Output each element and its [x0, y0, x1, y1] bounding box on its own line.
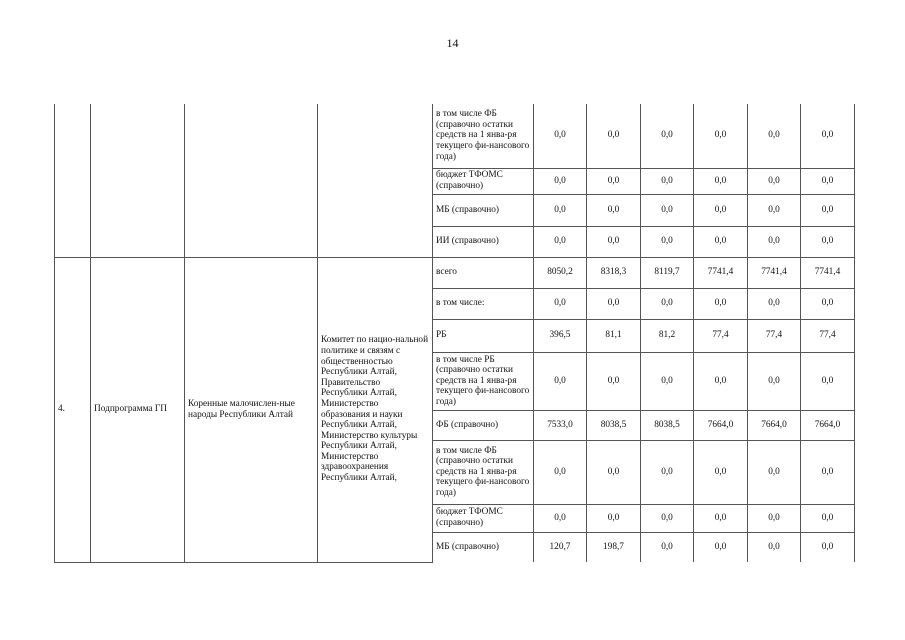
- value-cell: 0,0: [694, 532, 748, 562]
- value-cell: 0,0: [801, 194, 855, 226]
- section-executor: Комитет по нацио-нальной политике и связям с общественностью Республики Алтай, Правительство Республики Алтай, Министерство образования и науки Республики Алтай, Министерство культуры Республики Алтай, Министерство здравоохранения Республики Алтай,: [318, 257, 433, 562]
- value-cell: 0,0: [587, 104, 641, 168]
- row-label: в том числе:: [433, 288, 534, 319]
- table-row: [55, 257, 855, 288]
- value-cell: 7741,4: [694, 257, 748, 288]
- row-label: РБ: [433, 319, 534, 352]
- row-label: бюджет ТФОМС (справочно): [433, 168, 534, 194]
- budget-table: [54, 104, 855, 563]
- value-cell: 77,4: [801, 319, 855, 352]
- value-cell: 0,0: [641, 352, 694, 410]
- value-cell: 0,0: [641, 504, 694, 532]
- value-cell: 0,0: [748, 504, 801, 532]
- value-cell: 8318,3: [587, 257, 641, 288]
- table-body: [55, 104, 855, 562]
- value-cell: 0,0: [587, 168, 641, 194]
- value-cell: 0,0: [694, 504, 748, 532]
- row-label: МБ (справочно): [433, 532, 534, 562]
- row-label: МБ (справочно): [433, 194, 534, 226]
- value-cell: 0,0: [801, 504, 855, 532]
- value-cell: 81,1: [587, 319, 641, 352]
- page-number: 14: [446, 36, 459, 50]
- value-cell: 0,0: [641, 532, 694, 562]
- executor-cell: [318, 104, 433, 257]
- value-cell: 8119,7: [641, 257, 694, 288]
- value-cell: 8038,5: [641, 410, 694, 440]
- value-cell: 0,0: [801, 288, 855, 319]
- value-cell: 0,0: [801, 532, 855, 562]
- value-cell: 0,0: [694, 168, 748, 194]
- value-cell: 0,0: [801, 104, 855, 168]
- value-cell: 7741,4: [748, 257, 801, 288]
- value-cell: 120,7: [534, 532, 587, 562]
- value-cell: 0,0: [748, 168, 801, 194]
- value-cell: 0,0: [694, 352, 748, 410]
- value-cell: 7664,0: [748, 410, 801, 440]
- row-label: в том числе ФБ (справочно остатки средств на 1 янва-ря текущего фи-нансового года): [433, 104, 534, 168]
- value-cell: 0,0: [587, 440, 641, 504]
- value-cell: 7664,0: [694, 410, 748, 440]
- value-cell: 7533,0: [534, 410, 587, 440]
- value-cell: 0,0: [748, 226, 801, 257]
- section-type: Подпрограмма ГП: [91, 257, 185, 562]
- value-cell: 0,0: [534, 504, 587, 532]
- value-cell: 81,2: [641, 319, 694, 352]
- name-cell: [185, 104, 318, 257]
- value-cell: 0,0: [748, 194, 801, 226]
- value-cell: 0,0: [534, 288, 587, 319]
- value-cell: 0,0: [641, 226, 694, 257]
- value-cell: 0,0: [534, 168, 587, 194]
- value-cell: 0,0: [748, 440, 801, 504]
- value-cell: 0,0: [534, 226, 587, 257]
- value-cell: 0,0: [748, 104, 801, 168]
- value-cell: 0,0: [748, 532, 801, 562]
- value-cell: 0,0: [694, 104, 748, 168]
- row-label: в том числе ФБ (справочно остатки средств на 1 янва-ря текущего фи-нансового года): [433, 440, 534, 504]
- value-cell: 0,0: [534, 352, 587, 410]
- value-cell: 0,0: [587, 226, 641, 257]
- section-number: 4.: [55, 257, 91, 562]
- row-label: ИИ (справочно): [433, 226, 534, 257]
- value-cell: 0,0: [694, 194, 748, 226]
- row-label: всего: [433, 257, 534, 288]
- value-cell: 0,0: [641, 194, 694, 226]
- row-label: ФБ (справочно): [433, 410, 534, 440]
- value-cell: 0,0: [641, 104, 694, 168]
- value-cell: 0,0: [641, 168, 694, 194]
- value-cell: 7741,4: [801, 257, 855, 288]
- number-cell: [55, 104, 91, 257]
- value-cell: 396,5: [534, 319, 587, 352]
- value-cell: 0,0: [748, 288, 801, 319]
- value-cell: 0,0: [534, 194, 587, 226]
- value-cell: 0,0: [534, 440, 587, 504]
- value-cell: 0,0: [587, 504, 641, 532]
- value-cell: 0,0: [587, 352, 641, 410]
- type-cell: [91, 104, 185, 257]
- row-label: в том числе РБ (справочно остатки средств на 1 янва-ря текущего фи-нансового года): [433, 352, 534, 410]
- value-cell: 77,4: [694, 319, 748, 352]
- table-row: [55, 104, 855, 168]
- row-label: бюджет ТФОМС (справочно): [433, 504, 534, 532]
- value-cell: 0,0: [694, 226, 748, 257]
- value-cell: 8050,2: [534, 257, 587, 288]
- section-name: Коренные малочислен-ные народы Республики Алтай: [185, 257, 318, 562]
- value-cell: 0,0: [801, 352, 855, 410]
- value-cell: 198,7: [587, 532, 641, 562]
- value-cell: 0,0: [801, 440, 855, 504]
- value-cell: 0,0: [801, 226, 855, 257]
- value-cell: 0,0: [641, 440, 694, 504]
- value-cell: 0,0: [748, 352, 801, 410]
- value-cell: 0,0: [641, 288, 694, 319]
- value-cell: 0,0: [694, 440, 748, 504]
- value-cell: 0,0: [587, 288, 641, 319]
- value-cell: 8038,5: [587, 410, 641, 440]
- value-cell: 7664,0: [801, 410, 855, 440]
- value-cell: 0,0: [534, 104, 587, 168]
- value-cell: 0,0: [694, 288, 748, 319]
- value-cell: 77,4: [748, 319, 801, 352]
- value-cell: 0,0: [587, 194, 641, 226]
- value-cell: 0,0: [801, 168, 855, 194]
